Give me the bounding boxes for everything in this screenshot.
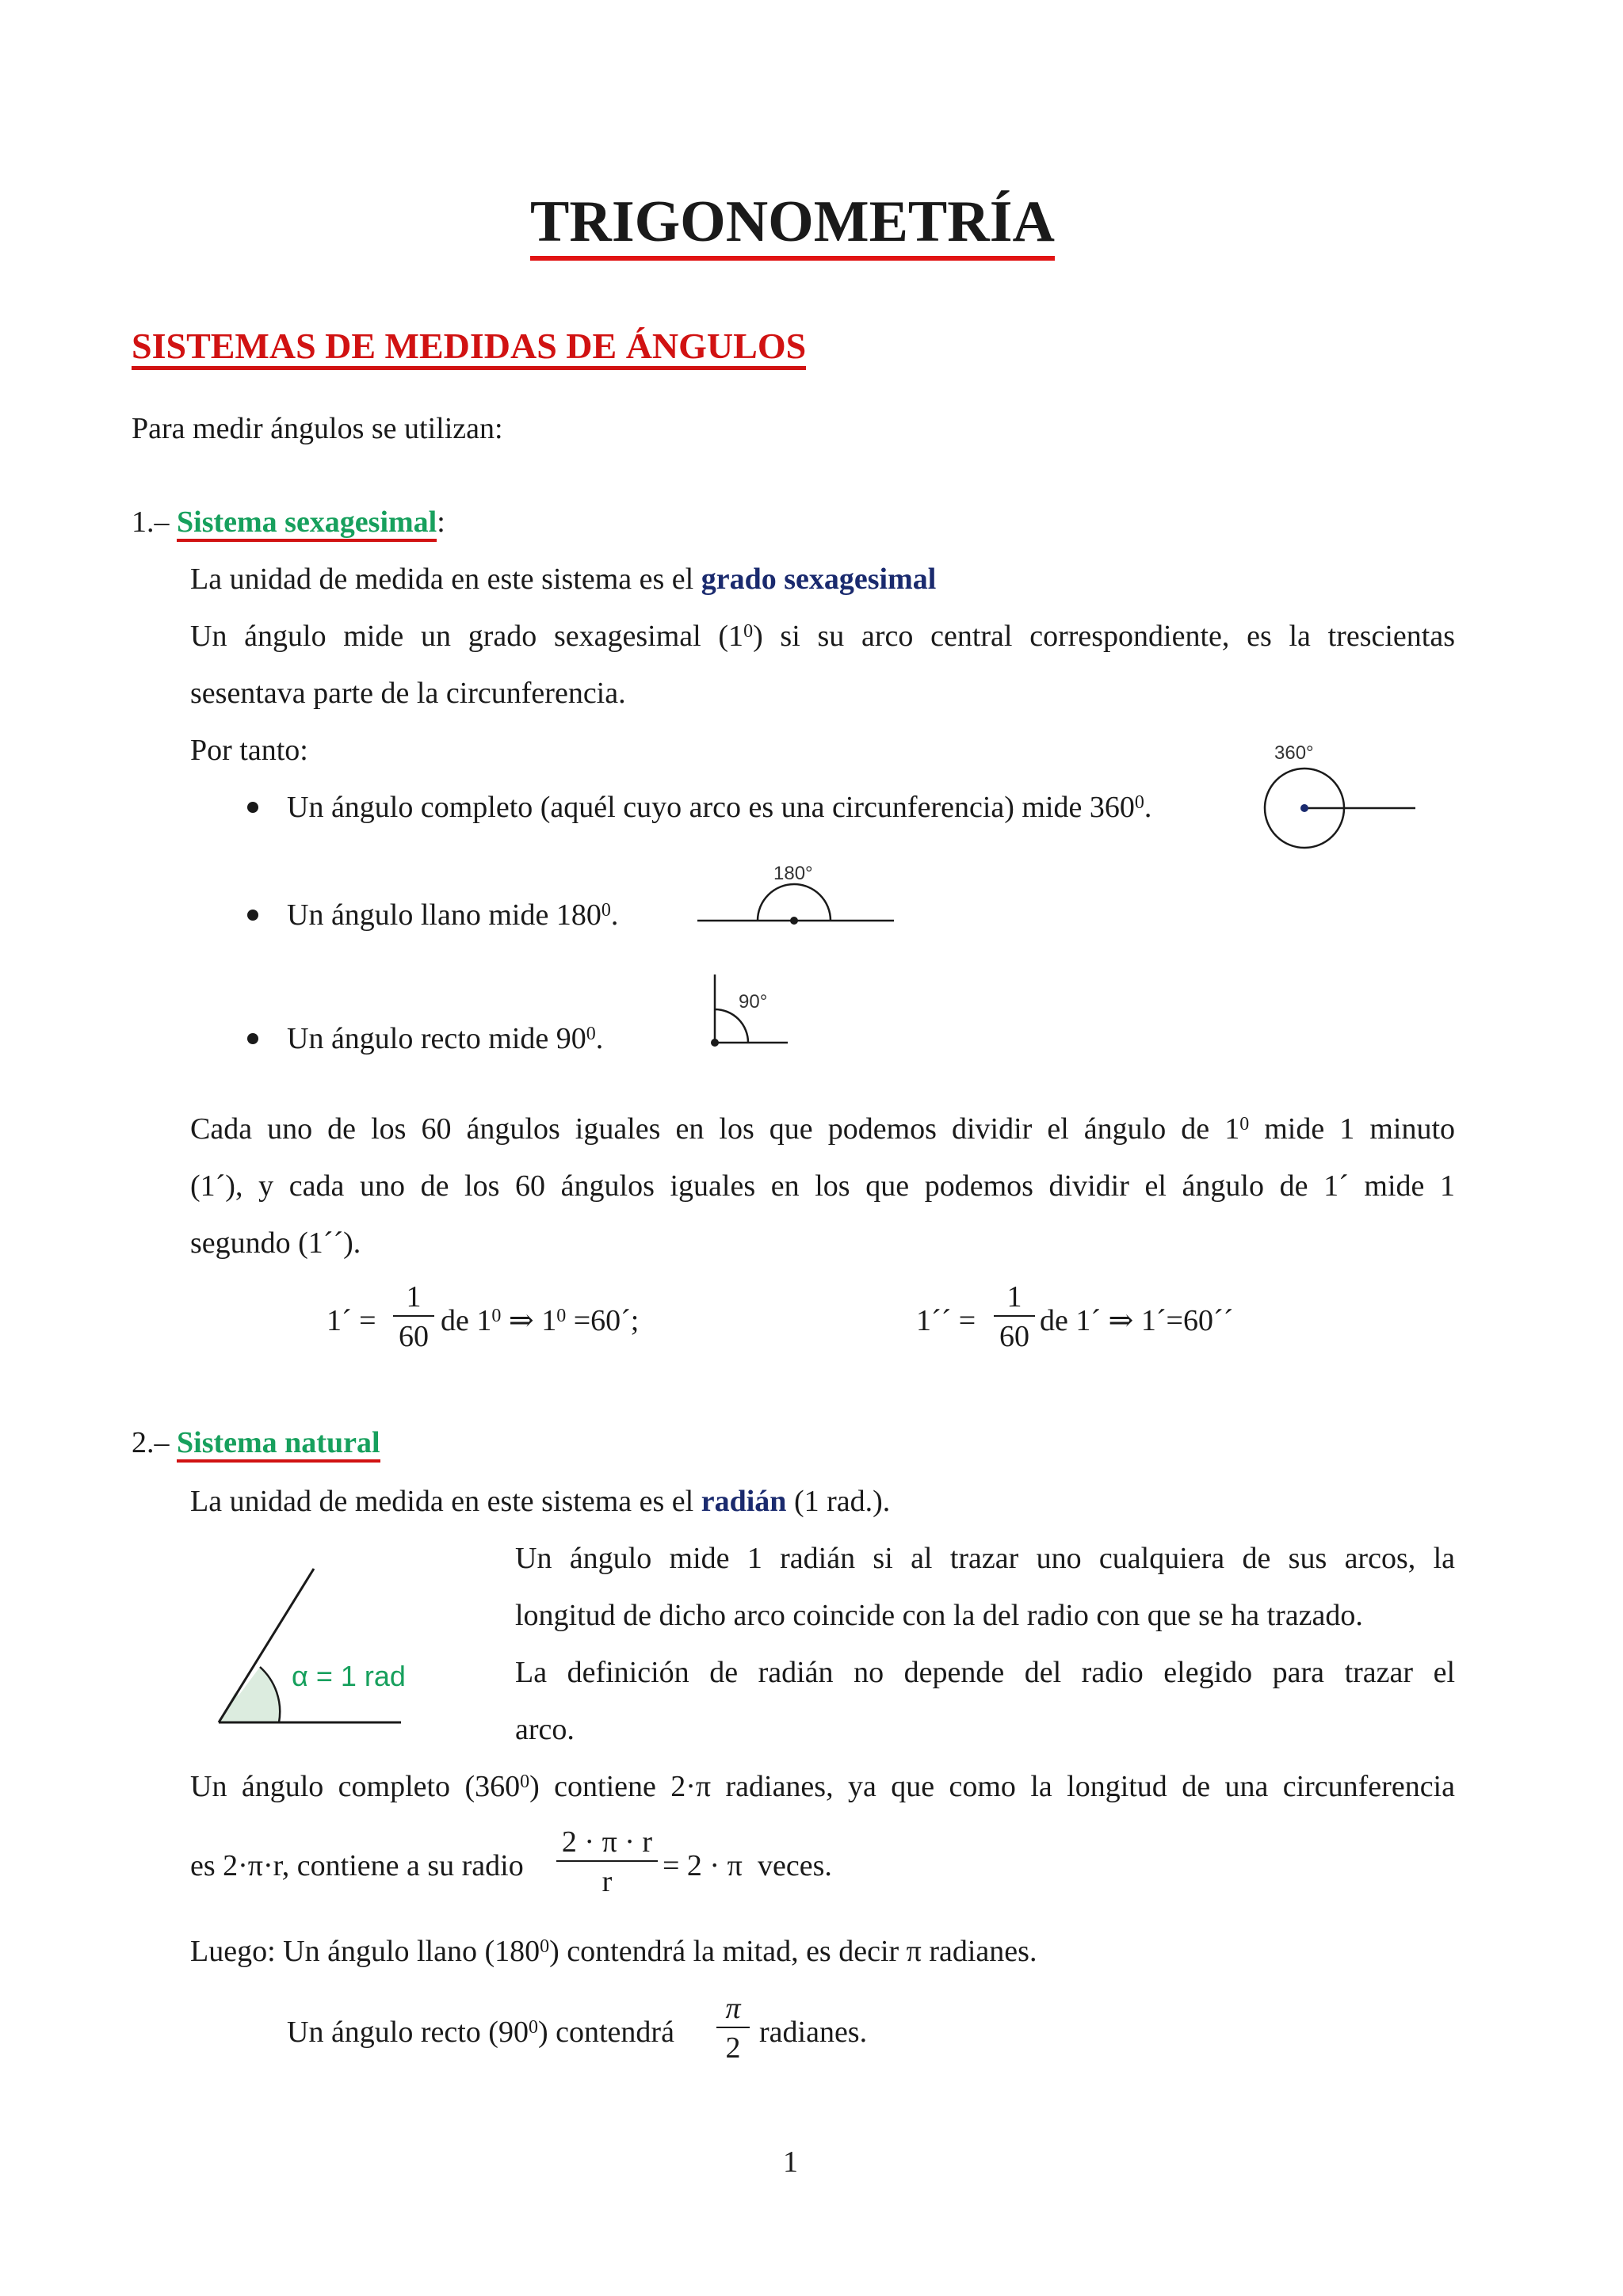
flat-angle-diagram (694, 856, 900, 935)
eq2-lhs: 1´´ = (916, 1304, 976, 1337)
subsection-2-name: Sistema natural (177, 1426, 380, 1463)
eq2-fraction: 1 60 (994, 1282, 1035, 1352)
es-2pi-r: es 2·π·r, contiene a su radio (190, 1849, 524, 1882)
pi-over-2-fraction: π 2 (716, 1993, 750, 2063)
radian-def-line3: La definición de radián no depende del radio elegido para trazar el (515, 1656, 1455, 1689)
radian-term: radián (701, 1485, 787, 1518)
bullet-dot (247, 802, 258, 813)
eq1-fraction: 1 60 (393, 1282, 434, 1352)
eq1-lhs: 1´ = (327, 1304, 376, 1337)
section-heading: SISTEMAS DE MEDIDAS DE ÁNGULOS (132, 325, 806, 367)
full-angle-diagram (1260, 737, 1419, 856)
full-angle-radians-line: Un ángulo completo $(360^0)$ contiene 2·π radianes, ya que como la longitud de una circunferencia (190, 1770, 1455, 1803)
subsection-1-heading: 1.– Sistema sexagesimal: (132, 507, 445, 537)
label-360: 360° (1274, 742, 1314, 764)
bullet-right-angle: Un ángulo recto mide $90^0$. (287, 1022, 604, 1055)
eq1-rhs: de $1^0$ ⇒ $1^0$ =60´; (441, 1304, 640, 1337)
intro-text: Para medir ángulos se utilizan: (132, 412, 503, 445)
bullet-dot (247, 910, 258, 921)
subsection-1-name: Sistema sexagesimal (177, 505, 437, 542)
radian-def-line1: Un ángulo mide 1 radián si al trazar uno cualquiera de sus arcos, la (515, 1542, 1455, 1575)
s1-definition-line1: Un ángulo mide un grado sexagesimal $(1^0)$ si su arco central correspondiente, es la trescientas (190, 620, 1455, 653)
eq2-rhs: de 1´ ⇒ 1´=60´´ (1040, 1304, 1234, 1337)
label-180: 180° (773, 863, 813, 884)
minutes-paragraph-line1: Cada uno de los 60 ángulos iguales en los que podemos dividir el ángulo de $1^0$ mide 1 minuto (190, 1112, 1456, 1146)
ratio-equals: = 2 · π (663, 1849, 743, 1882)
radian-def-line2: longitud de dicho arco coincide con la del radio con que se ha trazado. (515, 1599, 1363, 1632)
recto-line: Un ángulo recto $(90^0)$ contendrá (287, 2016, 674, 2049)
radian-diagram (211, 1564, 449, 1738)
bullet-dot (247, 1033, 258, 1044)
grado-sexagesimal-term: grado sexagesimal (701, 563, 937, 596)
s2-unit-line: La unidad de medida en este sistema es el radián (1 rad.). (190, 1485, 891, 1518)
minutes-paragraph-line2: (1´), y cada uno de los 60 ángulos iguales en los que podemos dividir el ángulo de 1´ mide 1 (190, 1169, 1455, 1203)
minutes-paragraph-line3: segundo (1´´). (190, 1226, 361, 1260)
bullet-full-angle: Un ángulo completo (aquél cuyo arco es una circunferencia) mide $360^0$. (287, 791, 1152, 824)
right-angle-diagram (697, 971, 800, 1058)
por-tanto: Por tanto: (190, 734, 308, 767)
s1-definition-line2: sesentava parte de la circunferencia. (190, 677, 626, 710)
bullet-flat-angle: Un ángulo llano mide $180^0$. (287, 898, 619, 932)
radian-label: α = 1 rad (292, 1660, 406, 1692)
subsection-2-heading: 2.– Sistema natural (132, 1428, 380, 1458)
page-number: 1 (783, 2145, 798, 2179)
page-title: TRIGONOMETRÍA (0, 189, 1585, 256)
s1-unit-line: La unidad de medida en este sistema es el grado sexagesimal (190, 563, 937, 596)
luego-line: Luego: Un ángulo llano $(180^0)$ contendrá la mitad, es decir π radianes. (190, 1935, 1037, 1968)
radian-def-line4: arco. (515, 1713, 575, 1746)
label-90: 90° (739, 991, 768, 1013)
radianes: radianes. (759, 2016, 868, 2049)
veces: veces. (758, 1849, 832, 1882)
ratio-fraction: 2 · π · r r (556, 1827, 658, 1897)
